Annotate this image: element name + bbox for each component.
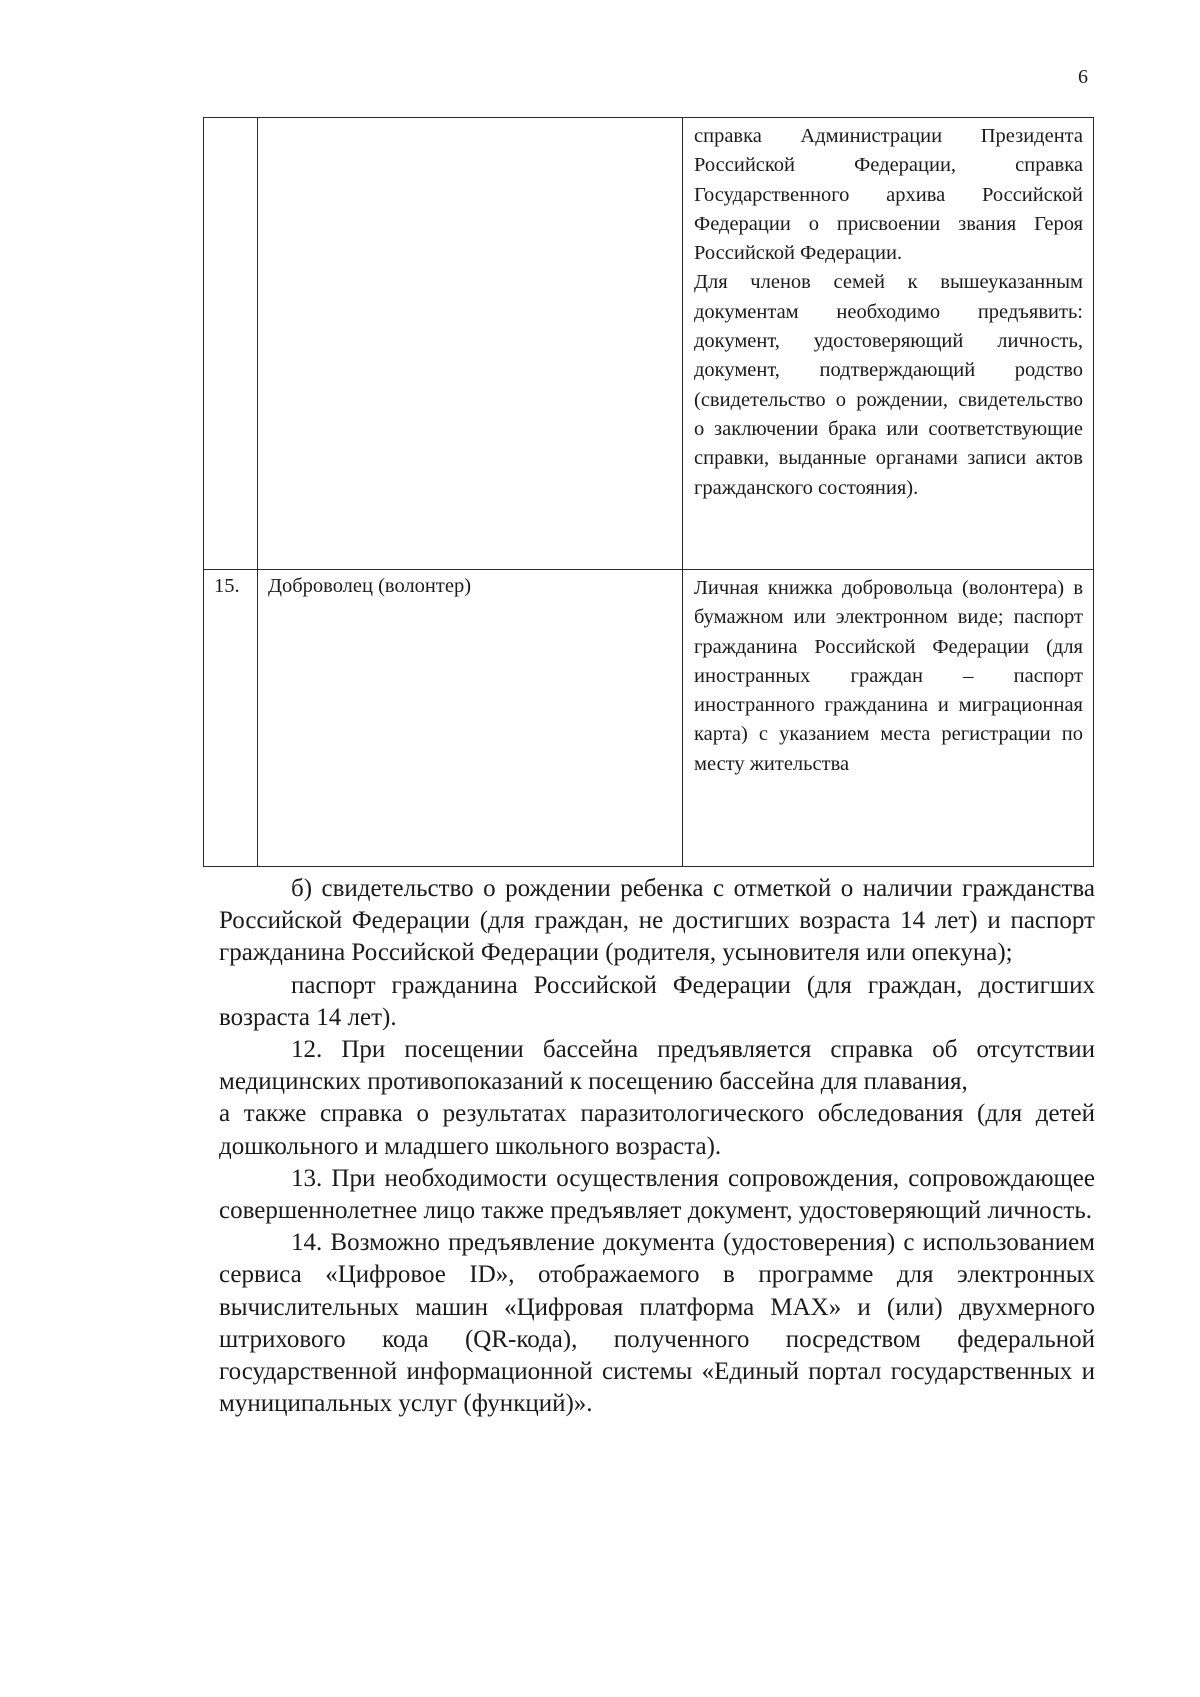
documents-table: [203, 117, 1094, 867]
paragraph: 12. При посещении бассейна предъявляется справка об отсутствии медицинских противопоказаний к посещению бассейна для плавания,: [219, 1036, 1095, 1096]
row-number-cell: [204, 118, 258, 570]
documents-text: Личная книжка добровольца (волонтера) в бумажном или электронном виде; паспорт гражданина Российской Федерации (для иностранных граждан – паспорт иностранного гражданина и миграционная карта) с указанием места регистрации по месту жительства: [694, 577, 1083, 775]
paragraph: а также справка о результатах паразитологического обследования (для детей дошкольного и младшего школьного возраста).: [219, 1100, 1095, 1160]
category-cell: Доброволец (волонтер): [258, 570, 683, 867]
paragraph: б) свидетельство о рождении ребенка с отметкой о наличии гражданства Российской Федерации (для граждан, не достигших возраста 14 лет) и паспорт гражданина Российской Федерации (родителя, усыновителя или опекуна);: [219, 875, 1095, 967]
documents-text: справка Администрации Президента Российской Федерации, справка Государственного архива Российской Федерации о присвоении звания Героя Российской Федерации.: [694, 125, 1083, 265]
category-cell: [258, 118, 683, 570]
documents-text: Для членов семей к вышеуказанным документам необходимо предъявить: документ, удостоверяющий личность, документ, подтверждающий родство (свидетельство о рождении, свидетельство о заключении брака или соответствующие справки, выданные органами записи актов гражданского состояния).: [694, 271, 1083, 499]
body-text: [219, 873, 1095, 1420]
row-number-cell: 15.: [204, 570, 258, 867]
documents-cell: [683, 570, 1094, 867]
table-row: [204, 118, 1094, 570]
table-row: [204, 570, 1094, 867]
paragraph: паспорт гражданина Российской Федерации (для граждан, достигших возраста 14 лет).: [219, 971, 1095, 1031]
page-number: 6: [1078, 66, 1088, 88]
paragraph: 13. При необходимости осуществления сопровождения, сопровождающее совершеннолетнее лицо также предъявляет документ, удостоверяющий личность.: [219, 1164, 1095, 1225]
paragraph: 14. Возможно предъявление документа (удостоверения) с использованием сервиса «Цифровое ID», отображаемого в программе для электронных вычислительных машин «Цифровая платформа MAX» и (или) двухмерного штрихового кода (QR-кода), полученного посредством федеральной государственной информационной системы «Единый портал государственных и муниципальных услуг (функций)».: [219, 1229, 1095, 1418]
documents-cell: [683, 118, 1094, 570]
